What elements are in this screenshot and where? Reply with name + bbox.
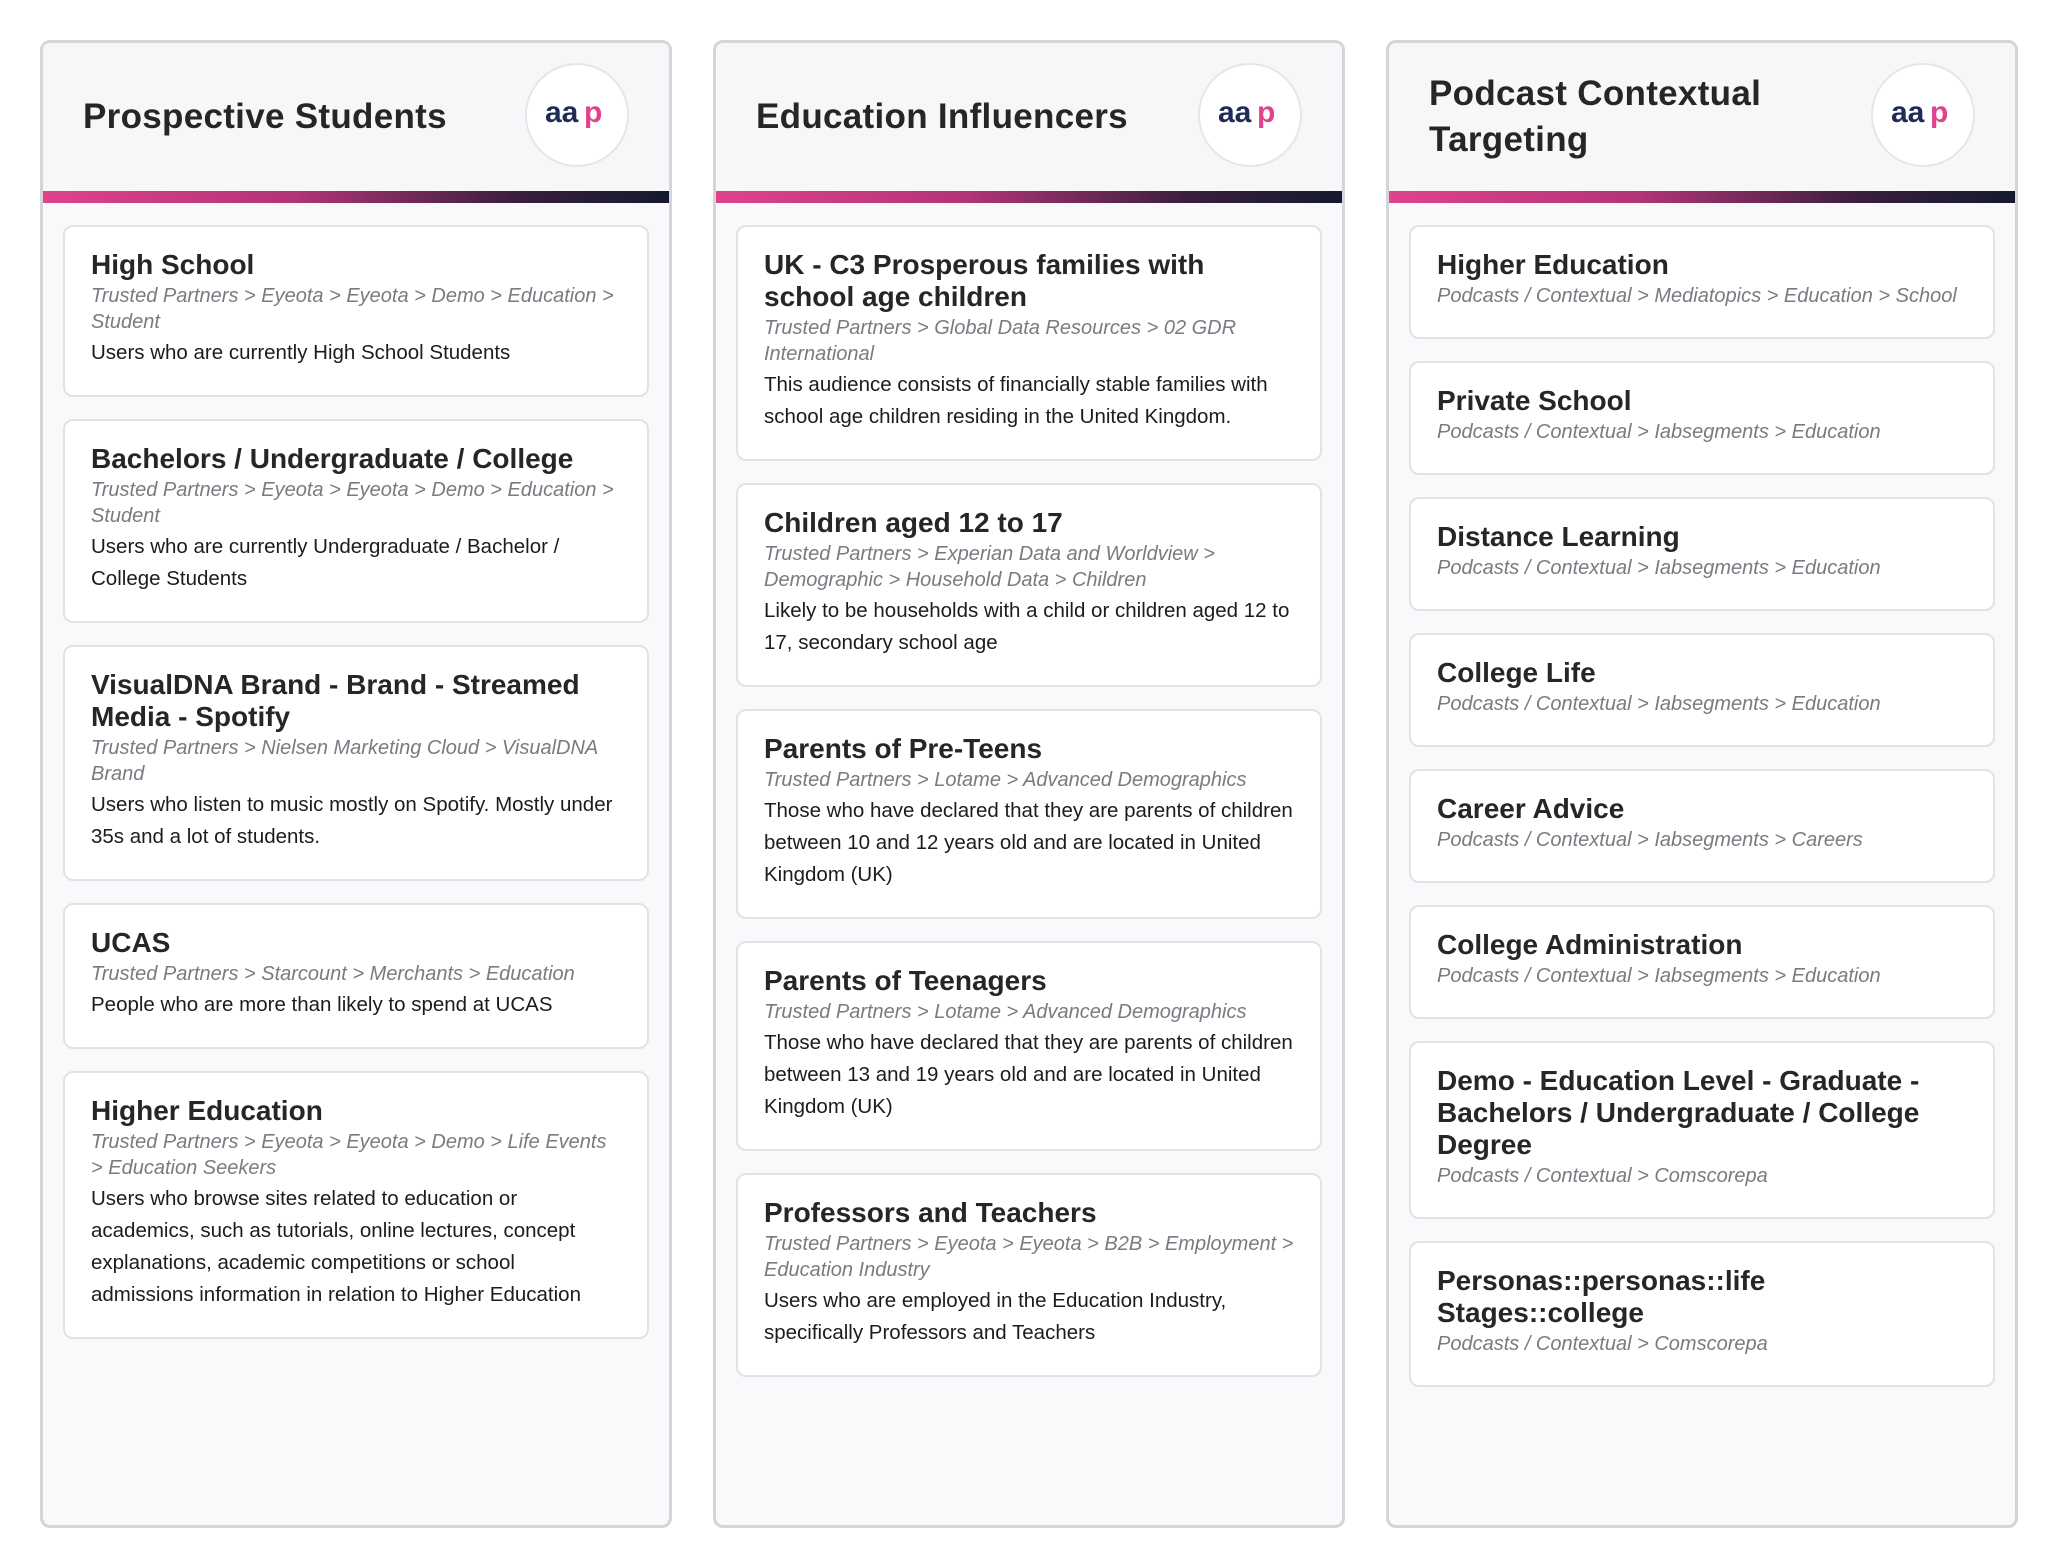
- card-breadcrumb: Podcasts / Contextual > Iabsegments > Education: [1437, 557, 1881, 579]
- card-list: [43, 203, 669, 1339]
- column-podcast-contextual-targeting: [1386, 40, 2018, 1528]
- audience-card[interactable]: [63, 645, 649, 881]
- audience-card[interactable]: [736, 709, 1322, 919]
- column-header: [1389, 43, 2015, 191]
- aap-logo-icon: [1891, 98, 1955, 132]
- card-title: UK - C3 Prosperous families with school age children: [764, 249, 1205, 312]
- logo-text-p: p: [1930, 98, 1949, 129]
- card-breadcrumb: Podcasts / Contextual > Iabsegments > Education: [1437, 421, 1881, 443]
- card-title: Higher Education: [1437, 249, 1669, 280]
- column-prospective-students: [40, 40, 672, 1528]
- card-title: Parents of Teenagers: [764, 965, 1047, 996]
- card-description: Users who browse sites related to education or academics, such as tutorials, online lectures, concept explanations, academic competitions or school admissions information in relation to Higher Education: [91, 1187, 581, 1306]
- audience-card[interactable]: [736, 941, 1322, 1151]
- card-title: College Administration: [1437, 929, 1743, 960]
- gradient-divider: [43, 191, 669, 203]
- card-breadcrumb: Trusted Partners > Starcount > Merchants > Education: [91, 963, 575, 985]
- card-title: VisualDNA Brand - Brand - Streamed Media - Spotify: [91, 669, 580, 732]
- card-breadcrumb: Podcasts / Contextual > Iabsegments > Education: [1437, 965, 1881, 987]
- aap-logo-icon: [545, 98, 609, 132]
- card-description: This audience consists of financially stable families with school age children residing in the United Kingdom.: [764, 373, 1268, 428]
- card-breadcrumb: Trusted Partners > Lotame > Advanced Demographics: [764, 769, 1247, 791]
- card-description: Those who have declared that they are parents of children between 13 and 19 years old and are located in United Kingdom (UK): [764, 1031, 1293, 1118]
- audience-card[interactable]: [1409, 361, 1995, 475]
- card-breadcrumb: Trusted Partners > Lotame > Advanced Demographics: [764, 1001, 1247, 1023]
- audience-card[interactable]: [1409, 497, 1995, 611]
- aap-logo-icon: [1218, 98, 1282, 132]
- card-description: Those who have declared that they are parents of children between 10 and 12 years old and are located in United Kingdom (UK): [764, 799, 1293, 886]
- audience-card[interactable]: [736, 483, 1322, 687]
- card-breadcrumb: Podcasts / Contextual > Mediatopics > Education > School: [1437, 285, 1957, 307]
- card-title: Career Advice: [1437, 793, 1625, 824]
- aap-logo: [1198, 63, 1302, 167]
- card-title: Higher Education: [91, 1095, 323, 1126]
- audience-card[interactable]: [736, 1173, 1322, 1377]
- column-education-influencers: [713, 40, 1345, 1528]
- audience-card[interactable]: [1409, 905, 1995, 1019]
- card-title: Demo - Education Level - Graduate - Bachelors / Undergraduate / College Degree: [1437, 1065, 1920, 1160]
- card-title: High School: [91, 249, 255, 280]
- card-breadcrumb: Trusted Partners > Eyeota > Eyeota > Demo > Education > Student: [91, 285, 614, 333]
- card-breadcrumb: Podcasts / Contextual > Comscorepa: [1437, 1165, 1768, 1187]
- card-title: Personas::personas::life Stages::college: [1437, 1265, 1766, 1328]
- audience-card[interactable]: [1409, 1041, 1995, 1219]
- column-title: Education Influencers: [756, 96, 1128, 136]
- card-description: Users who are currently High School Students: [91, 341, 511, 364]
- card-description: Users who are employed in the Education Industry, specifically Professors and Teachers: [764, 1289, 1227, 1344]
- card-description: People who are more than likely to spend at UCAS: [91, 993, 553, 1016]
- card-title: Distance Learning: [1437, 521, 1680, 552]
- card-list: [716, 203, 1342, 1377]
- card-title: UCAS: [91, 927, 171, 958]
- card-title: Parents of Pre-Teens: [764, 733, 1043, 764]
- audience-card[interactable]: [1409, 1241, 1995, 1387]
- card-breadcrumb: Podcasts / Contextual > Iabsegments > Careers: [1437, 829, 1863, 851]
- audience-card[interactable]: [1409, 225, 1995, 339]
- logo-text-p: p: [1257, 98, 1276, 129]
- audience-card[interactable]: [63, 419, 649, 623]
- aap-logo: [1871, 63, 1975, 167]
- column-title: Prospective Students: [83, 96, 447, 136]
- card-breadcrumb: Trusted Partners > Eyeota > Eyeota > Demo > Life Events > Education Seekers: [91, 1131, 607, 1179]
- card-title: Bachelors / Undergraduate / College: [91, 443, 574, 474]
- audience-card[interactable]: [1409, 633, 1995, 747]
- audience-card[interactable]: [63, 225, 649, 397]
- logo-text-aa: aa: [1218, 98, 1252, 129]
- column-header: [43, 43, 669, 191]
- card-breadcrumb: Podcasts / Contextual > Comscorepa: [1437, 1333, 1768, 1355]
- card-title: College Life: [1437, 657, 1596, 688]
- audience-card[interactable]: [63, 1071, 649, 1339]
- card-breadcrumb: Trusted Partners > Global Data Resources > 02 GDR International: [764, 317, 1237, 365]
- card-breadcrumb: Podcasts / Contextual > Iabsegments > Education: [1437, 693, 1881, 715]
- card-title: Professors and Teachers: [764, 1197, 1097, 1228]
- logo-text-aa: aa: [1891, 98, 1925, 129]
- logo-text-p: p: [584, 98, 603, 129]
- gradient-divider: [1389, 191, 2015, 203]
- gradient-divider: [716, 191, 1342, 203]
- card-breadcrumb: Trusted Partners > Eyeota > Eyeota > Demo > Education > Student: [91, 479, 614, 527]
- card-title: Private School: [1437, 385, 1632, 416]
- card-title: Children aged 12 to 17: [764, 507, 1063, 538]
- audience-card[interactable]: [736, 225, 1322, 461]
- card-description: Users who are currently Undergraduate / Bachelor / College Students: [91, 535, 560, 590]
- logo-text-aa: aa: [545, 98, 579, 129]
- card-description: Users who listen to music mostly on Spotify. Mostly under 35s and a lot of students.: [91, 793, 613, 848]
- card-breadcrumb: Trusted Partners > Nielsen Marketing Cloud > VisualDNA Brand: [91, 737, 598, 785]
- card-list: [1389, 203, 2015, 1387]
- card-breadcrumb: Trusted Partners > Experian Data and Worldview > Demographic > Household Data > Children: [764, 543, 1215, 591]
- column-title: Podcast Contextual Targeting: [1429, 73, 1762, 159]
- audience-card[interactable]: [63, 903, 649, 1049]
- aap-logo: [525, 63, 629, 167]
- card-description: Likely to be households with a child or children aged 12 to 17, secondary school age: [764, 599, 1290, 654]
- column-header: [716, 43, 1342, 191]
- card-breadcrumb: Trusted Partners > Eyeota > Eyeota > B2B > Employment > Education Industry: [764, 1233, 1294, 1281]
- audience-card[interactable]: [1409, 769, 1995, 883]
